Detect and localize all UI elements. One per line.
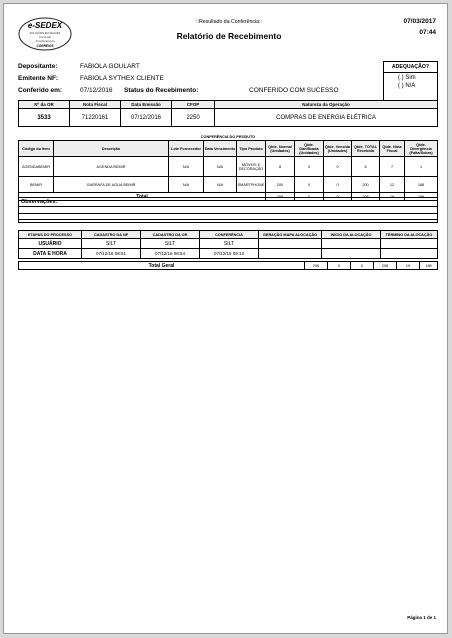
step-cell (259, 239, 322, 249)
total-label: Total (19, 193, 266, 201)
prod-header-total: Qtde. TOTAL Recebida (352, 141, 380, 157)
step-cell: 07/12/16 08:54 (141, 249, 200, 259)
prod-cell: 0 (295, 177, 324, 193)
product-caption: CONFERÊNCIA DO PRODUTO (200, 135, 256, 139)
logo-sub-2: Comercial (39, 36, 51, 39)
conferido-label: Conferido em: (18, 87, 63, 94)
observacoes-line (19, 207, 437, 214)
step-header: CONFERÊNCIA (200, 231, 259, 239)
steps-table (18, 230, 438, 259)
logo-text: e-SEDEX (27, 21, 63, 30)
prod-cell: AGENDA BEMIR (54, 157, 169, 177)
emitente-label: Emitente NF: (18, 75, 59, 82)
prod-header-vencida: Qtde. Vencida (Unidades) (324, 141, 352, 157)
grand-total-label: Total Geral (19, 262, 305, 270)
report-subtitle: ::Resultado da Conferência:: (196, 19, 262, 25)
observacoes-label: Observações: (19, 198, 437, 207)
product-table (18, 140, 438, 201)
table-row (19, 157, 438, 177)
step-header: CADASTRO DA NF (82, 231, 141, 239)
step-header: TÉRMINO DA ALOCAÇÃO (381, 231, 438, 239)
or-cfop: 2250 (172, 109, 215, 127)
step-cell (381, 249, 438, 259)
prod-cell: MÓVEIS E DECORAÇÃO (237, 157, 266, 177)
grand-total-cell: 208 (374, 262, 397, 270)
grand-total-cell: 19 (397, 262, 420, 270)
prod-cell: 8 (352, 157, 380, 177)
step-cell (381, 239, 438, 249)
prod-cell: SMARTPHONE (237, 177, 266, 193)
step-header: ETAPAS DO PROCESSO (19, 231, 82, 239)
step-cell: 07/12/16 09:13 (200, 249, 259, 259)
prod-cell: 200 (352, 177, 380, 193)
depositante-label: Depositante: (18, 63, 58, 70)
step-header: CADASTRO DA OR (141, 231, 200, 239)
total-cell: 189 (405, 193, 438, 201)
total-cell: 0 (324, 193, 352, 201)
step-header: INÍCIO DA ALOCAÇÃO (322, 231, 381, 239)
total-cell: 208 (352, 193, 380, 201)
grand-total-cell: 0 (328, 262, 351, 270)
or-header-cfop: CFOP (172, 101, 215, 109)
grand-total-cell: 0 (351, 262, 374, 270)
adequacao-sim[interactable]: ( ) Sim (398, 75, 416, 81)
observacoes-box (18, 197, 438, 223)
or-numero: 3533 (19, 109, 70, 127)
step-cell: DATA E HORA (19, 249, 82, 259)
adequacao-na[interactable]: ( ) N/A (398, 83, 416, 89)
company-logo (18, 16, 72, 52)
prod-cell: N/A (169, 177, 204, 193)
prod-cell: 0 (324, 177, 352, 193)
logo-sub-3: Armazenamento (35, 40, 55, 43)
total-cell: 19 (380, 193, 405, 201)
logo-sub-4: CORREIOS (36, 44, 54, 48)
adequacao-title: ADEQUAÇÃO? (384, 62, 437, 73)
step-cell: SILT (141, 239, 200, 249)
or-emissao: 07/12/2016 (121, 109, 172, 127)
status-value: CONFERIDO COM SUCESSO (249, 87, 339, 94)
report-page (3, 3, 448, 634)
depositante-value: FABIOLA GOULART (80, 63, 140, 70)
prod-cell: 200 (266, 177, 295, 193)
prod-header-lote: Lote Fornecedor (169, 141, 204, 157)
prod-cell: BEMIR (19, 177, 54, 193)
prod-cell: 0 (295, 157, 324, 177)
status-label: Status do Recebimento: (124, 87, 199, 94)
grand-total-cell: 208 (305, 262, 328, 270)
observacoes-line (19, 214, 437, 220)
prod-cell: 8 (266, 157, 295, 177)
prod-cell: AGENDABEMIR (19, 157, 54, 177)
report-title: Relatório de Recebimento (176, 31, 282, 41)
step-cell: SILT (200, 239, 259, 249)
prod-cell: 12 (380, 177, 405, 193)
conferido-value: 07/12/2016 (80, 87, 113, 94)
prod-cell: 188 (405, 177, 438, 193)
prod-header-tipo: Tipo Produto (237, 141, 266, 157)
step-cell: 07/12/16 08:51 (82, 249, 141, 259)
grand-total-cell: 189 (420, 262, 438, 270)
emitente-value: FABIOLA SYTHEX CLIENTE (80, 75, 164, 82)
or-header-nf: Nota Fiscal (70, 101, 121, 109)
prod-header-divergencia: Qtde. Divergência (Falta/Sobra) (405, 141, 438, 157)
grand-total-table (18, 261, 438, 270)
or-header-numero: Nº da OR (19, 101, 70, 109)
prod-cell: N/A (204, 157, 237, 177)
or-table (18, 100, 438, 127)
prod-header-normal: Qtde. Normal (Unidades) (266, 141, 295, 157)
report-date: 07/03/2017 (403, 18, 436, 25)
prod-cell: 7 (380, 157, 405, 177)
step-cell (259, 249, 322, 259)
prod-header-danificada: Qtde. Danificada (Unidades) (295, 141, 324, 157)
prod-cell: 1 (405, 157, 438, 177)
total-cell: 208 (266, 193, 295, 201)
usuario-row (19, 239, 438, 249)
step-cell (322, 249, 381, 259)
step-cell (322, 239, 381, 249)
step-cell: USUÁRIO (19, 239, 82, 249)
prod-header-codigo: Código do Item (19, 141, 54, 157)
prod-cell: 0 (324, 157, 352, 177)
data-hora-row (19, 249, 438, 259)
step-header: GERAÇÃO MAPA ALOCAÇÃO (259, 231, 322, 239)
total-cell: 0 (295, 193, 324, 201)
report-time: 07:44 (419, 29, 436, 36)
prod-cell: N/A (169, 157, 204, 177)
step-cell: SILT (82, 239, 141, 249)
page-number: Página 1 de 1 (407, 615, 436, 620)
or-natureza: COMPRAS DE ENERGIA ELÉTRICA (215, 109, 438, 127)
or-nf: 71220161 (70, 109, 121, 127)
or-header-natureza: Natureza da Operação (215, 101, 438, 109)
prod-cell: N/A (204, 177, 237, 193)
logo-sub-1: SOLUÇÕES EM SEGURA (29, 32, 61, 35)
prod-header-vencimento: Data Vencimento (204, 141, 237, 157)
prod-cell: GARRAFA DE AGUA BEMIR (54, 177, 169, 193)
prod-header-descricao: Descrição (54, 141, 169, 157)
adequacao-box (383, 61, 438, 101)
table-row (19, 177, 438, 193)
prod-header-nf: Qtde. Nota Fiscal (380, 141, 405, 157)
or-header-emissao: Data Emissão (121, 101, 172, 109)
